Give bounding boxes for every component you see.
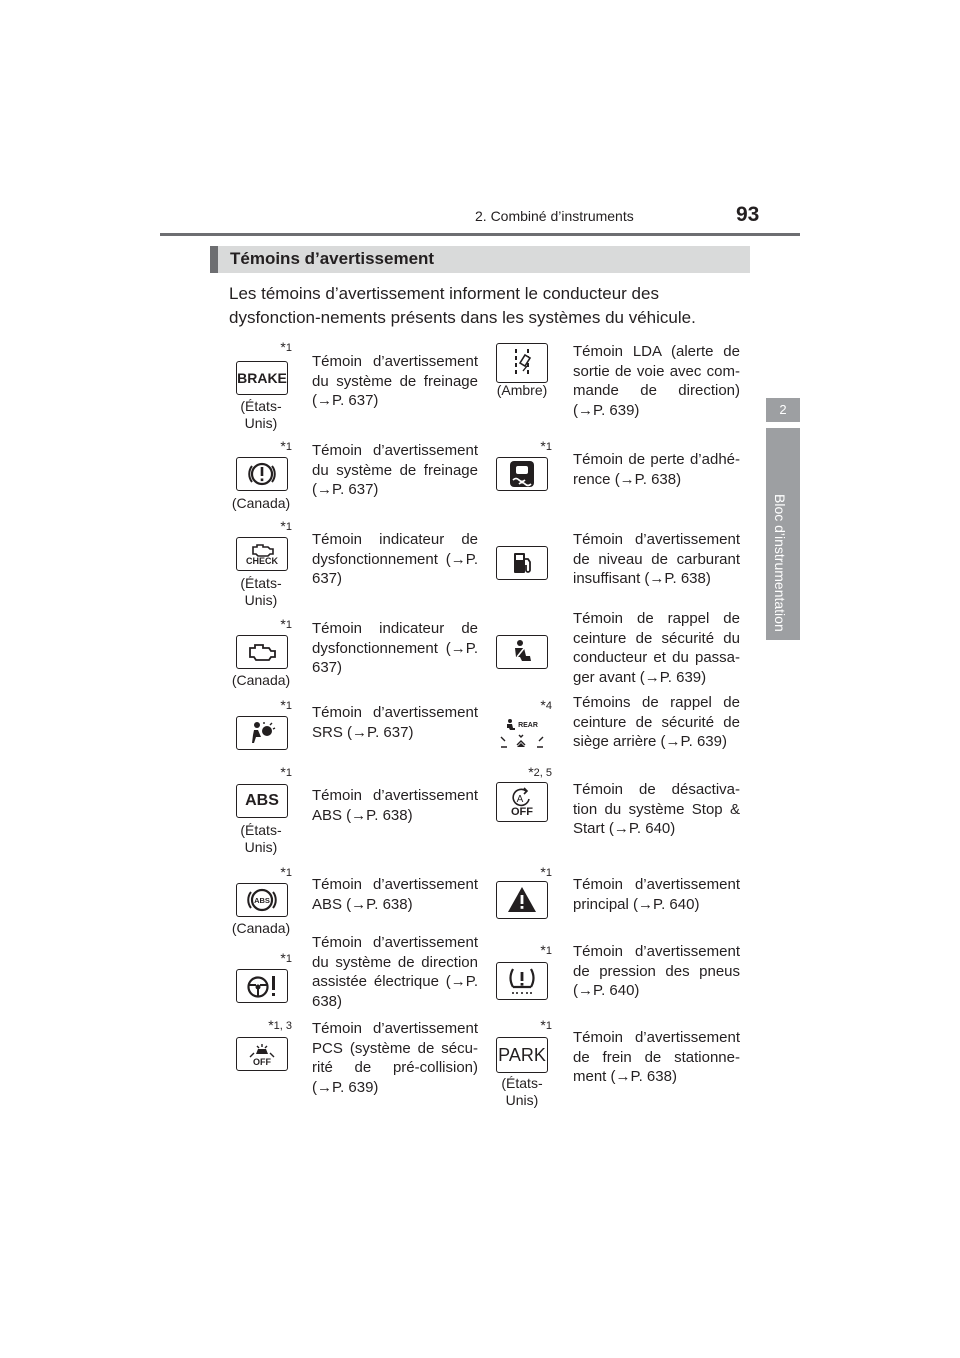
warning-description: Témoin d’avertissement SRS (→P. 637): [312, 704, 478, 741]
footnote-marker: *$^1$: [280, 697, 292, 713]
region-caption: (Canada): [231, 495, 291, 511]
pcs-off-icon: OFF: [236, 1037, 288, 1071]
region-caption: (États-Unis): [240, 822, 282, 855]
engine-icon: [236, 635, 288, 669]
footnote-marker: *$^1$: [280, 339, 292, 355]
footnote-marker: *$^{2, 5}$: [528, 764, 552, 780]
check-engine-icon: CHECK: [236, 537, 288, 571]
svg-text:ABS: ABS: [254, 896, 270, 905]
section-title-bar: [210, 246, 750, 273]
lda-icon: [496, 343, 548, 383]
airbag-icon: [236, 716, 288, 750]
region-caption: (États-Unis): [240, 398, 282, 431]
abs-circle-icon: [236, 883, 288, 917]
intro-paragraph: Les témoins d’avertissement informent le conducteur des dysfonction-nements présents dans les systèmes du véhicule.: [229, 284, 696, 327]
footnote-marker: *$^{1, 3}$: [268, 1017, 292, 1033]
park-text-icon: PARK: [496, 1037, 548, 1073]
slip-indicator-icon: [496, 457, 548, 491]
tire-pressure-icon: [496, 962, 548, 1000]
footnote-marker: *$^1$: [540, 1017, 552, 1033]
section-title: Témoins d’avertissement: [230, 249, 435, 268]
running-header-section: 2. Combiné d’instruments: [475, 208, 634, 224]
warning-description: Témoin d’avertissement de pression des pneus (→P. 640): [573, 943, 740, 999]
footnote-marker: *$^1$: [280, 764, 292, 780]
warning-description: Témoin indicateur de dysfonctionnement (→P. 637): [312, 531, 478, 587]
warning-description: Témoin d’avertissement ABS (→P. 638): [312, 787, 478, 824]
footnote-marker: *$^1$: [540, 864, 552, 880]
region-caption: (États-Unis): [240, 575, 282, 608]
warning-description: Témoin d’avertissement ABS (→P. 638): [312, 876, 478, 913]
page-number: 93: [736, 203, 760, 226]
warning-description: Témoin LDA (alerte de sortie de voie avec com-mande de direction) (→P. 639): [573, 343, 740, 419]
warning-description: Témoin d’avertissement de frein de stationne-ment (→P. 638): [573, 1029, 740, 1085]
footnote-marker: *$^1$: [280, 438, 292, 454]
warning-description: Témoin de perte d’adhé-rence (→P. 638): [573, 451, 740, 488]
region-caption: (Canada): [231, 672, 291, 688]
warning-description: Témoin d’avertissement du système de freinage (→P. 637): [312, 442, 478, 498]
brake-text-icon: BRAKE: [236, 361, 288, 395]
rear-seatbelt-icon: REAR: [496, 716, 548, 752]
warning-description: Témoin d’avertissement du système de direction assistée électrique (→P. 638): [312, 934, 478, 1010]
region-caption: (Canada): [231, 920, 291, 936]
footnote-marker: *$^1$: [540, 438, 552, 454]
footnote-marker: *$^1$: [280, 864, 292, 880]
footnote-marker: *$^1$: [280, 518, 292, 534]
warning-description: Témoin d’avertissement de niveau de carburant insuffisant (→P. 638): [573, 531, 740, 587]
warning-description: Témoin de désactiva-tion du système Stop & Start (→P. 640): [573, 781, 740, 837]
fuel-pump-icon: [496, 546, 548, 580]
warning-description: Témoin de rappel de ceinture de sécurité du conducteur et du passa-ger avant (→P. 639): [573, 610, 740, 686]
stop-start-off-icon: A OFF: [496, 782, 548, 822]
abs-text-icon: ABS: [236, 784, 288, 818]
master-warning-icon: [496, 881, 548, 919]
warning-description: Témoin d’avertissement PCS (système de sécu-rité de pré-collision) (→P. 639): [312, 1020, 478, 1096]
region-caption: (États-Unis): [501, 1075, 543, 1108]
footnote-marker: *$^4$: [540, 697, 552, 713]
footnote-marker: *$^1$: [540, 942, 552, 958]
power-steering-icon: [236, 969, 288, 1003]
footnote-marker: *$^1$: [280, 950, 292, 966]
warning-description: Témoin indicateur de dysfonctionnement (→P. 637): [312, 620, 478, 676]
header-rule: [160, 233, 800, 236]
chapter-number: 2: [779, 402, 787, 417]
warning-description: Témoins de rappel de ceinture de sécurité de siège arrière (→P. 639): [573, 694, 740, 750]
footnote-marker: *$^1$: [280, 616, 292, 632]
svg-text:A: A: [516, 793, 524, 805]
brake-circle-icon: [236, 457, 288, 491]
seatbelt-icon: [496, 635, 548, 669]
warning-description: Témoin d’avertissement principal (→P. 640): [573, 876, 740, 913]
color-caption: (Ambre): [496, 382, 548, 398]
chapter-title: Bloc d’instrumentation: [772, 494, 788, 632]
warning-description: Témoin d’avertissement du système de freinage (→P. 637): [312, 353, 478, 409]
